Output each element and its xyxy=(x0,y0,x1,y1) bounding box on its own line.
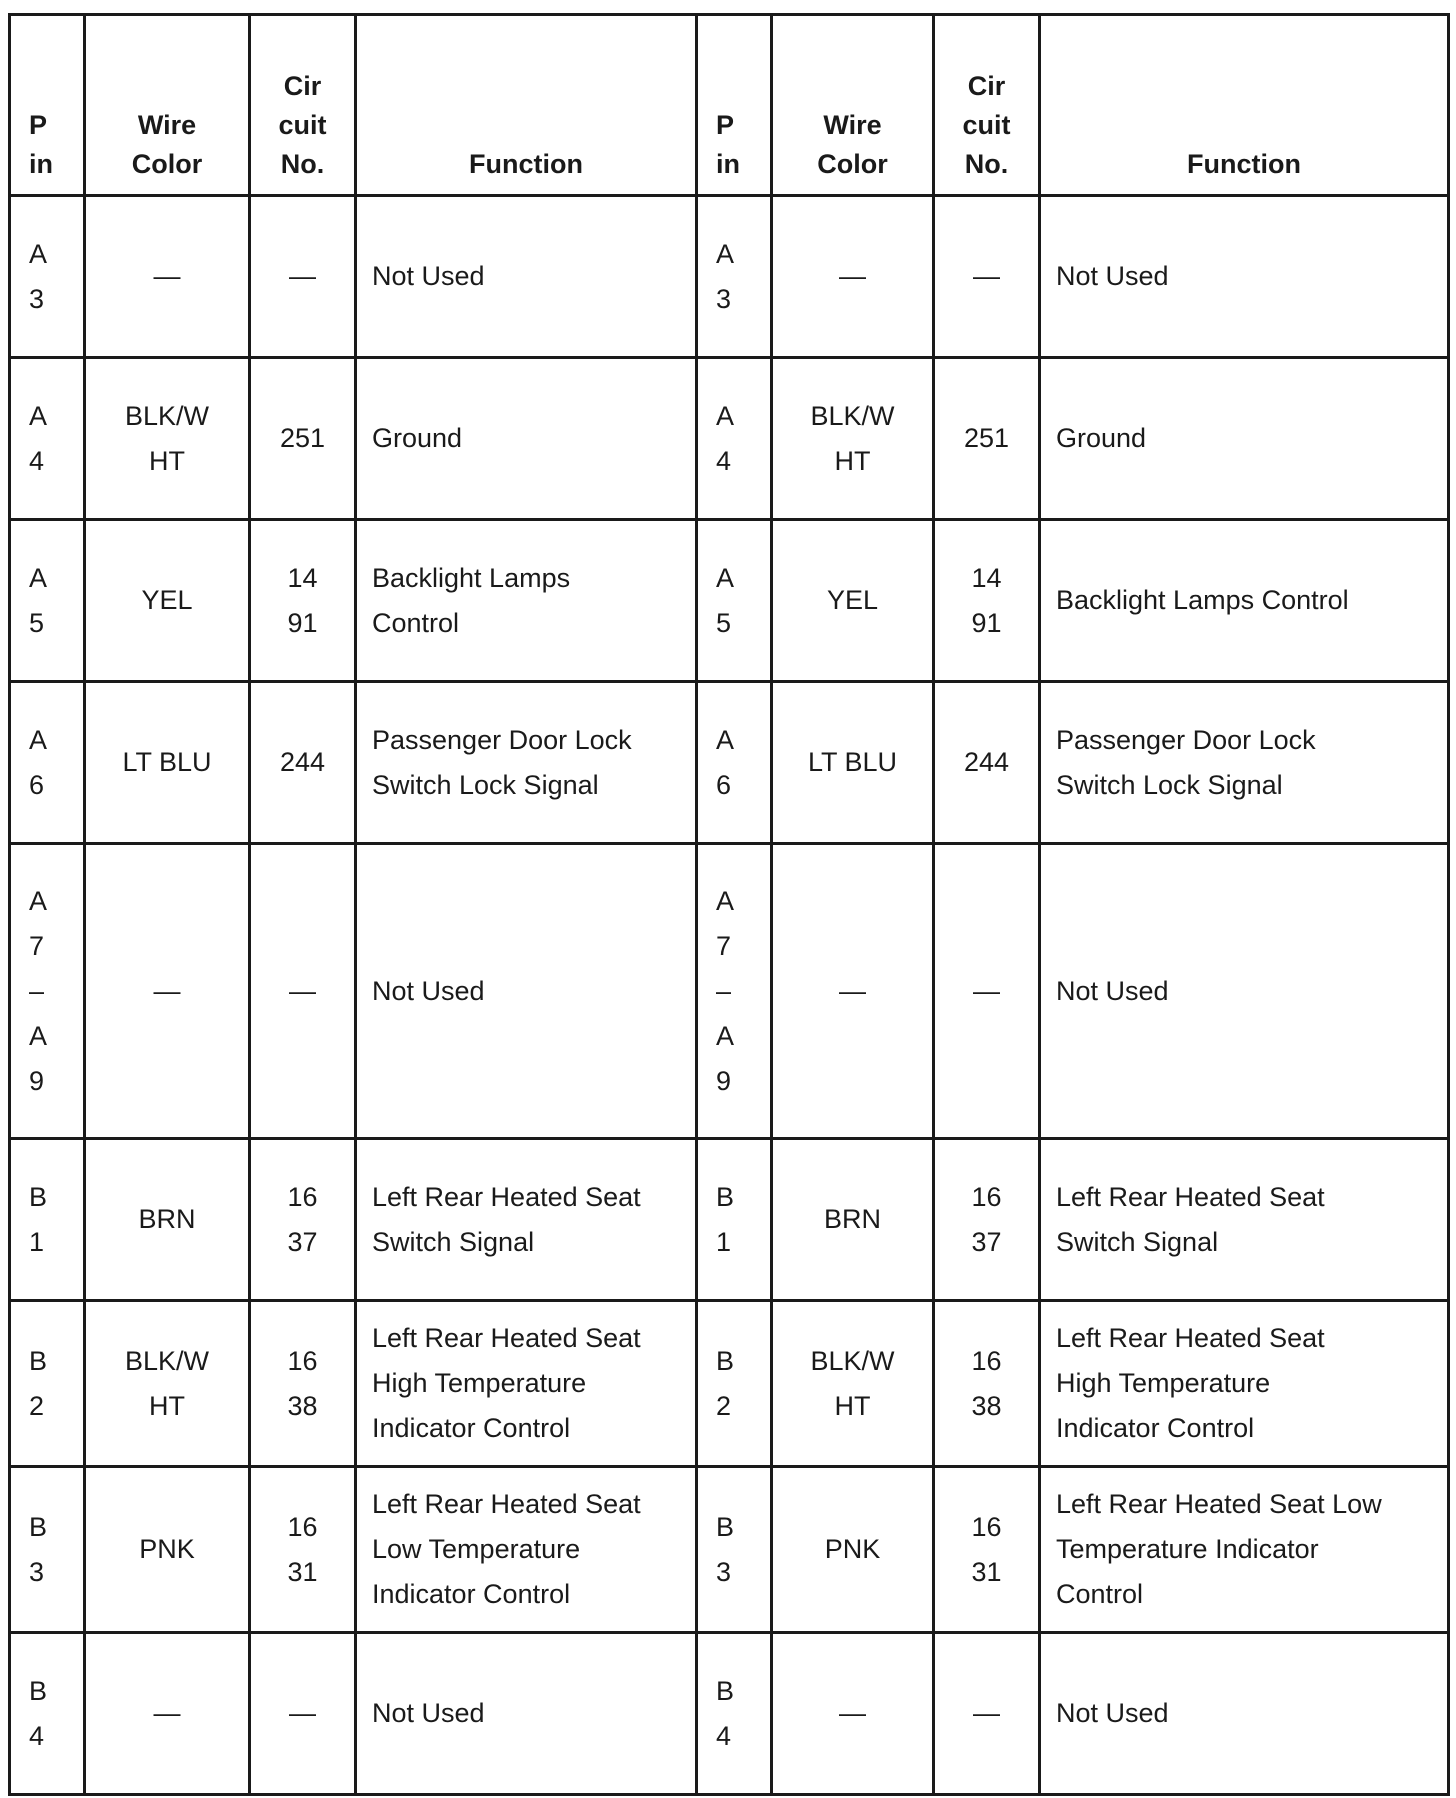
cell-text-line: 16 xyxy=(287,1181,318,1212)
right-pin-cell xyxy=(697,1301,772,1467)
cell-text-line: — xyxy=(839,1698,866,1728)
left-circuit-no-cell xyxy=(250,1467,356,1633)
left-function-cell xyxy=(356,1467,697,1633)
left-function-cell xyxy=(356,1633,697,1795)
left-circuit-no-cell xyxy=(250,358,356,520)
right-function-cell xyxy=(1040,1301,1449,1467)
right-function-cell xyxy=(1040,358,1449,520)
cell-text-line: A xyxy=(29,562,48,593)
cell-text-line: B xyxy=(716,1181,735,1212)
cell-text-line: BLK/W xyxy=(124,1345,210,1376)
cell-text-line: A xyxy=(716,1020,735,1051)
cell-text-line: LT BLU xyxy=(122,747,212,777)
right-circuit-no-cell xyxy=(934,1139,1040,1301)
cell-text-line: Control xyxy=(1056,1579,1144,1609)
cell-text-line: 251 xyxy=(279,423,326,453)
left-function-cell xyxy=(356,358,697,520)
right-wire-color-cell xyxy=(772,682,934,844)
cell-text-line: A xyxy=(29,400,48,431)
cell-text-line: 9 xyxy=(29,1065,45,1096)
right-wire-color-cell xyxy=(772,844,934,1139)
header-circuit-no: Cir cuit No. xyxy=(250,15,356,196)
left-circuit-no-cell xyxy=(250,196,356,358)
right-function-cell xyxy=(1040,682,1449,844)
header-circuit-no: Cir cuit No. xyxy=(934,15,1040,196)
left-pin-cell xyxy=(10,196,85,358)
right-pin-cell xyxy=(697,1139,772,1301)
cell-text-line: YEL xyxy=(826,585,879,615)
left-wire-color-cell xyxy=(85,682,250,844)
cell-text-line: HT xyxy=(834,1390,871,1421)
cell-text-line: 4 xyxy=(29,1720,45,1751)
connector-pinout-table xyxy=(8,13,1450,1796)
right-function-cell xyxy=(1040,520,1449,682)
cell-text-line: A xyxy=(29,724,48,755)
cell-text-line: B xyxy=(29,1181,48,1212)
left-wire-color-cell xyxy=(85,1301,250,1467)
left-wire-color-cell xyxy=(85,196,250,358)
header-wire-color: Wire Color xyxy=(772,15,934,196)
cell-text-line: Switch Lock Signal xyxy=(372,769,599,800)
cell-text-line: 31 xyxy=(971,1556,1002,1587)
cell-text-line: BRN xyxy=(823,1204,881,1234)
table-row xyxy=(10,1467,1449,1633)
cell-text-line: BLK/W xyxy=(810,400,895,431)
left-wire-color-cell xyxy=(85,1633,250,1795)
cell-text-line: HT xyxy=(149,445,185,476)
cell-text-line: 3 xyxy=(29,1556,45,1587)
cell-text-line: BLK/W xyxy=(124,400,210,431)
right-pin-cell xyxy=(697,1467,772,1633)
cell-text-line: BLK/W xyxy=(810,1345,895,1376)
right-pin-cell xyxy=(697,520,772,682)
table-row xyxy=(10,682,1449,844)
cell-text-line: Left Rear Heated Seat xyxy=(372,1323,641,1353)
left-pin-cell xyxy=(10,1301,85,1467)
left-circuit-no-cell xyxy=(250,682,356,844)
cell-text-line: Left Rear Heated Seat Low xyxy=(1056,1489,1382,1519)
cell-text-line: 91 xyxy=(971,607,1002,638)
cell-text-line: Passenger Door Lock xyxy=(372,724,632,755)
cell-text-line: — xyxy=(973,261,1000,291)
left-pin-cell xyxy=(10,1467,85,1633)
table-row xyxy=(10,358,1449,520)
cell-text-line: 16 xyxy=(287,1511,318,1542)
cell-text-line: 5 xyxy=(29,607,45,638)
cell-text-line: 251 xyxy=(963,423,1010,453)
cell-text-line: Ground xyxy=(1056,423,1147,453)
cell-text-line: 9 xyxy=(716,1065,732,1096)
right-circuit-no-cell xyxy=(934,196,1040,358)
table-row xyxy=(10,520,1449,682)
right-pin-cell xyxy=(697,196,772,358)
cell-text-line: — xyxy=(289,975,316,1006)
cell-text-line: Indicator Control xyxy=(1056,1413,1255,1443)
cell-text-line: — xyxy=(839,261,866,291)
left-pin-cell xyxy=(10,1633,85,1795)
right-wire-color-cell xyxy=(772,1633,934,1795)
cell-text-line: 14 xyxy=(971,562,1002,593)
cell-text-line: A xyxy=(716,400,735,431)
cell-text-line: 3 xyxy=(716,1556,732,1587)
cell-text-line: 6 xyxy=(716,769,732,800)
cell-text-line: 4 xyxy=(716,445,732,476)
cell-text-line: B xyxy=(29,1511,48,1542)
table-row xyxy=(10,1301,1449,1467)
cell-text-line: 5 xyxy=(716,607,732,638)
left-circuit-no-cell xyxy=(250,844,356,1139)
cell-text-line: A xyxy=(716,238,735,269)
cell-text-line: 3 xyxy=(29,283,45,314)
cell-text-line: 16 xyxy=(971,1345,1002,1376)
cell-text-line: Switch Signal xyxy=(372,1226,535,1257)
header-row xyxy=(10,15,1449,196)
cell-text-line: Not Used xyxy=(372,1698,485,1728)
cell-text-line: — xyxy=(153,1698,181,1728)
cell-text-line: A xyxy=(29,1020,48,1051)
cell-text-line: LT BLU xyxy=(807,747,898,777)
right-circuit-no-cell xyxy=(934,1301,1040,1467)
left-wire-color-cell xyxy=(85,1467,250,1633)
cell-text-line: Left Rear Heated Seat xyxy=(372,1489,641,1519)
right-wire-color-cell xyxy=(772,1301,934,1467)
right-pin-cell xyxy=(697,358,772,520)
cell-text-line: 1 xyxy=(716,1226,732,1257)
cell-text-line: B xyxy=(29,1675,48,1706)
cell-text-line: Indicator Control xyxy=(372,1579,571,1609)
right-circuit-no-cell xyxy=(934,520,1040,682)
cell-text-line: Temperature Indicator xyxy=(1056,1534,1319,1564)
cell-text-line: Left Rear Heated Seat xyxy=(372,1181,641,1212)
header-function: Function xyxy=(1040,15,1449,196)
left-function-cell xyxy=(356,1139,697,1301)
cell-text-line: A xyxy=(716,885,735,916)
cell-text-line: A xyxy=(29,238,48,269)
cell-text-line: A xyxy=(29,885,48,916)
left-wire-color-cell xyxy=(85,358,250,520)
cell-text-line: Left Rear Heated Seat xyxy=(1056,1181,1325,1212)
cell-text-line: Backlight Lamps Control xyxy=(1056,585,1349,615)
left-circuit-no-cell xyxy=(250,1633,356,1795)
cell-text-line: 6 xyxy=(29,769,45,800)
right-circuit-no-cell xyxy=(934,682,1040,844)
right-circuit-no-cell xyxy=(934,1633,1040,1795)
table-row xyxy=(10,1139,1449,1301)
left-function-cell xyxy=(356,520,697,682)
cell-text-line: 4 xyxy=(29,445,45,476)
cell-text-line: PNK xyxy=(139,1534,195,1564)
left-wire-color-cell xyxy=(85,1139,250,1301)
right-pin-cell xyxy=(697,844,772,1139)
header-pin: P in xyxy=(10,15,85,196)
left-pin-cell xyxy=(10,1139,85,1301)
right-function-cell xyxy=(1040,196,1449,358)
cell-text-line: 14 xyxy=(287,562,318,593)
cell-text-line: 16 xyxy=(287,1345,318,1376)
left-circuit-no-cell xyxy=(250,1139,356,1301)
cell-text-line: Indicator Control xyxy=(372,1413,571,1443)
right-pin-cell xyxy=(697,682,772,844)
cell-text-line: 37 xyxy=(287,1226,318,1257)
right-wire-color-cell xyxy=(772,520,934,682)
cell-text-line: HT xyxy=(149,1390,185,1421)
cell-text-line: A xyxy=(716,562,735,593)
cell-text-line: — xyxy=(153,975,181,1006)
cell-text-line: Not Used xyxy=(1056,975,1169,1006)
header-pin: P in xyxy=(697,15,772,196)
cell-text-line: – xyxy=(29,975,45,1006)
cell-text-line: – xyxy=(716,975,732,1006)
cell-text-line: 16 xyxy=(971,1181,1002,1212)
right-wire-color-cell xyxy=(772,1139,934,1301)
cell-text-line: Not Used xyxy=(1056,1698,1169,1728)
cell-text-line: High Temperature xyxy=(372,1368,587,1398)
right-function-cell xyxy=(1040,1139,1449,1301)
header-wire-color: Wire Color xyxy=(85,15,250,196)
cell-text-line: 244 xyxy=(279,747,326,777)
cell-text-line: PNK xyxy=(824,1534,881,1564)
cell-text-line: A xyxy=(716,724,735,755)
cell-text-line: Not Used xyxy=(1056,261,1169,291)
right-circuit-no-cell xyxy=(934,1467,1040,1633)
table-row xyxy=(10,196,1449,358)
left-function-cell xyxy=(356,682,697,844)
right-function-cell xyxy=(1040,1633,1449,1795)
cell-text-line: B xyxy=(716,1345,735,1376)
cell-text-line: Low Temperature xyxy=(372,1534,581,1564)
left-pin-cell xyxy=(10,520,85,682)
cell-text-line: High Temperature xyxy=(1056,1368,1271,1398)
left-wire-color-cell xyxy=(85,844,250,1139)
left-function-cell xyxy=(356,1301,697,1467)
cell-text-line: — xyxy=(289,261,316,291)
cell-text-line: 7 xyxy=(716,930,732,961)
cell-text-line: 31 xyxy=(287,1556,318,1587)
left-pin-cell xyxy=(10,358,85,520)
left-pin-cell xyxy=(10,682,85,844)
cell-text-line: HT xyxy=(834,445,871,476)
cell-text-line: — xyxy=(839,975,866,1006)
cell-text-line: YEL xyxy=(141,585,193,615)
left-circuit-no-cell xyxy=(250,1301,356,1467)
cell-text-line: 2 xyxy=(29,1390,45,1421)
cell-text-line: Not Used xyxy=(372,261,485,291)
right-function-cell xyxy=(1040,844,1449,1139)
right-function-cell xyxy=(1040,1467,1449,1633)
left-pin-cell xyxy=(10,844,85,1139)
right-wire-color-cell xyxy=(772,196,934,358)
right-wire-color-cell xyxy=(772,1467,934,1633)
cell-text-line: B xyxy=(716,1675,735,1706)
cell-text-line: Backlight Lamps xyxy=(372,562,571,593)
left-wire-color-cell xyxy=(85,520,250,682)
cell-text-line: B xyxy=(29,1345,48,1376)
cell-text-line: — xyxy=(289,1698,316,1728)
cell-text-line: 16 xyxy=(971,1511,1002,1542)
cell-text-line: 3 xyxy=(716,283,732,314)
table-row xyxy=(10,844,1449,1139)
left-function-cell xyxy=(356,196,697,358)
right-circuit-no-cell xyxy=(934,358,1040,520)
right-wire-color-cell xyxy=(772,358,934,520)
cell-text-line: 244 xyxy=(963,747,1010,777)
right-pin-cell xyxy=(697,1633,772,1795)
cell-text-line: 38 xyxy=(287,1390,318,1421)
header-function: Function xyxy=(356,15,697,196)
cell-text-line: 4 xyxy=(716,1720,732,1751)
cell-text-line: B xyxy=(716,1511,735,1542)
cell-text-line: — xyxy=(153,261,181,291)
cell-text-line: 38 xyxy=(971,1390,1002,1421)
left-circuit-no-cell xyxy=(250,520,356,682)
cell-text-line: — xyxy=(973,1698,1000,1728)
cell-text-line: Left Rear Heated Seat xyxy=(1056,1323,1325,1353)
cell-text-line: Ground xyxy=(372,423,463,453)
right-circuit-no-cell xyxy=(934,844,1040,1139)
cell-text-line: Not Used xyxy=(372,975,485,1006)
cell-text-line: 2 xyxy=(716,1390,732,1421)
cell-text-line: BRN xyxy=(138,1204,196,1234)
cell-text-line: Switch Signal xyxy=(1056,1226,1219,1257)
cell-text-line: Control xyxy=(372,607,460,638)
cell-text-line: 7 xyxy=(29,930,45,961)
cell-text-line: — xyxy=(973,975,1000,1006)
table-row xyxy=(10,1633,1449,1795)
cell-text-line: 91 xyxy=(287,607,318,638)
cell-text-line: Passenger Door Lock xyxy=(1056,724,1316,755)
cell-text-line: 37 xyxy=(971,1226,1002,1257)
cell-text-line: 1 xyxy=(29,1226,45,1257)
left-function-cell xyxy=(356,844,697,1139)
cell-text-line: Switch Lock Signal xyxy=(1056,769,1283,800)
